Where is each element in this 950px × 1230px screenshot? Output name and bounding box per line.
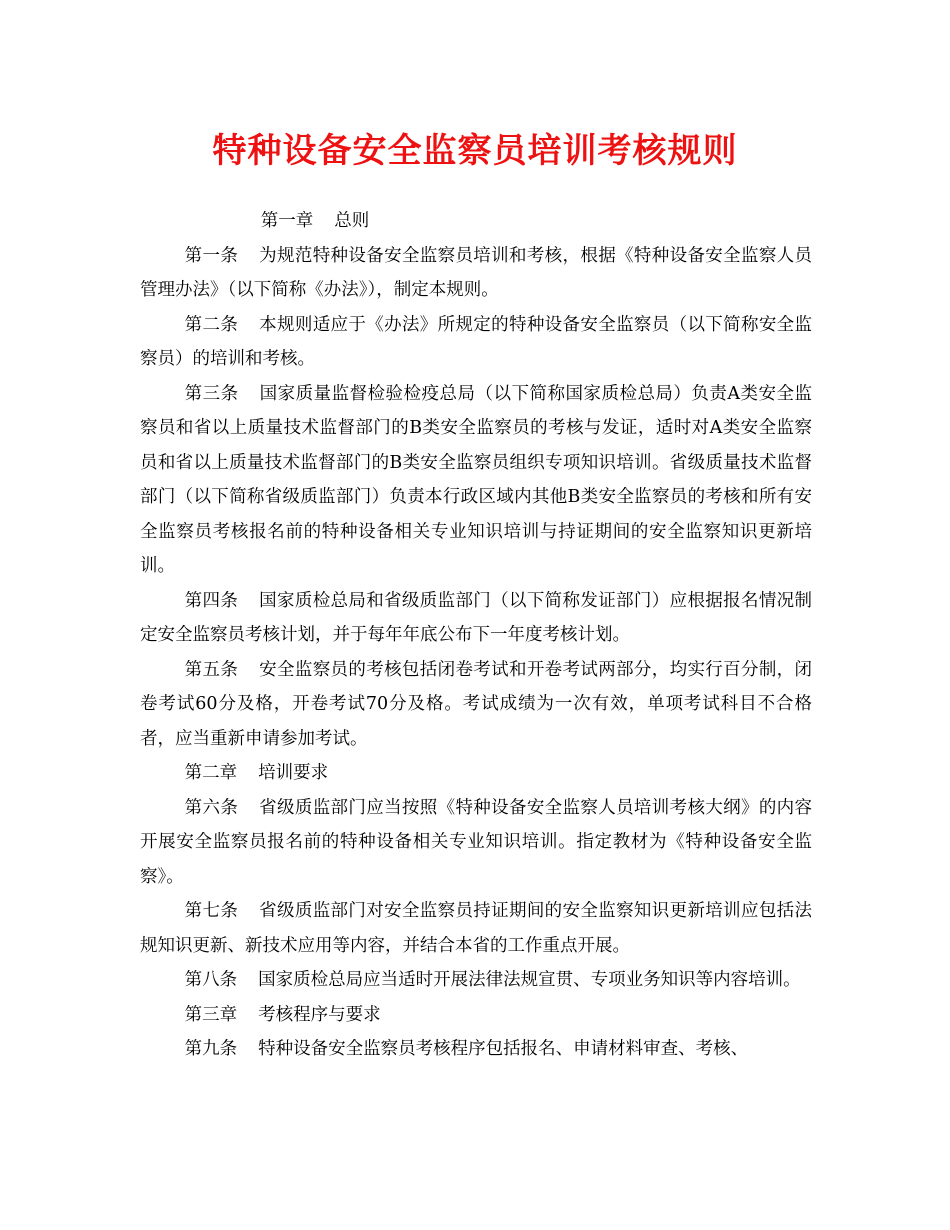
chapter-heading (140, 204, 812, 239)
chapter-title: 考核程序与要求 (258, 1004, 381, 1025)
article-text: 本规则适应于《办法》所规定的特种设备安全监察员（以下简称安全监察员）的培训和考核。 (140, 314, 813, 369)
article-text: 省级质监部门应当按照《特种设备安全监察人员培训考核大纲》的内容开展安全监察员报名前的特种设备相关专业知识培训。指定教材为《特种设备安全监察》。 (140, 797, 813, 887)
article-number: 第九条 (184, 1039, 238, 1059)
article-number: 第一条 (184, 245, 239, 266)
chapter-title: 总则 (334, 211, 370, 231)
article-paragraph (140, 963, 812, 998)
article-paragraph (140, 1032, 812, 1067)
article-text: 特种设备安全监察员考核程序包括报名、申请材料审查、考核、 (258, 1039, 749, 1059)
article-text: 省级质监部门对安全监察员持证期间的安全监察知识更新培训应包括法规知识更新、新技术应用等内容，并结合本省的工作重点开展。 (140, 901, 813, 956)
article-text: 国家质量监督检验检疫总局（以下简称国家质检总局）负责A类安全监察员和省以上质量技术监督部门的B类安全监察员的考核与发证，适时对A类安全监察员和省以上质量技术监督部门的B类安全监察员组织专项知识培训。省级质量技术监督部门（以下简称省级质监部门）负责本行政区域内其他B类安全监察员的考核和所有安全监察员考核报名前的特种设备相关专业知识培训与持证期间的安全监察知识更新培训。 (140, 383, 813, 576)
chapter-heading (140, 998, 812, 1033)
article-text: 安全监察员的考核包括闭卷考试和开卷考试两部分，均实行百分制，闭卷考试60分及格，开卷考试70分及格。考试成绩为一次有效，单项考试科目不合格者，应当重新申请参加考试。 (140, 659, 813, 749)
article-paragraph (140, 894, 812, 963)
document-body (140, 204, 812, 1067)
article-paragraph (140, 584, 812, 653)
article-paragraph (140, 239, 812, 308)
article-number: 第六条 (184, 797, 239, 818)
article-number: 第二条 (184, 314, 239, 335)
article-text: 国家质检总局应当适时开展法律法规宣贯、专项业务知识等内容培训。 (258, 970, 801, 990)
article-paragraph (140, 377, 812, 584)
article-number: 第三条 (184, 383, 239, 404)
document-title: 特种设备安全监察员培训考核规则 (212, 131, 738, 171)
article-number: 第四条 (184, 590, 239, 611)
chapter-title: 培训要求 (258, 763, 329, 783)
article-text: 国家质检总局和省级质监部门（以下简称发证部门）应根据报名情况制定安全监察员考核计划，并于每年年底公布下一年度考核计划。 (140, 590, 813, 645)
chapter-number: 第一章 (260, 211, 314, 231)
chapter-number: 第三章 (184, 1004, 238, 1025)
chapter-heading (140, 756, 812, 791)
article-paragraph (140, 791, 812, 895)
article-text: 为规范特种设备安全监察员培训和考核，根据《特种设备安全监察人员管理办法》（以下简称《办法》），制定本规则。 (140, 245, 813, 300)
article-number: 第七条 (184, 901, 239, 921)
article-paragraph (140, 308, 812, 377)
article-number: 第五条 (184, 659, 239, 680)
article-paragraph (140, 653, 812, 757)
article-number: 第八条 (184, 970, 238, 990)
chapter-number: 第二章 (184, 763, 238, 783)
